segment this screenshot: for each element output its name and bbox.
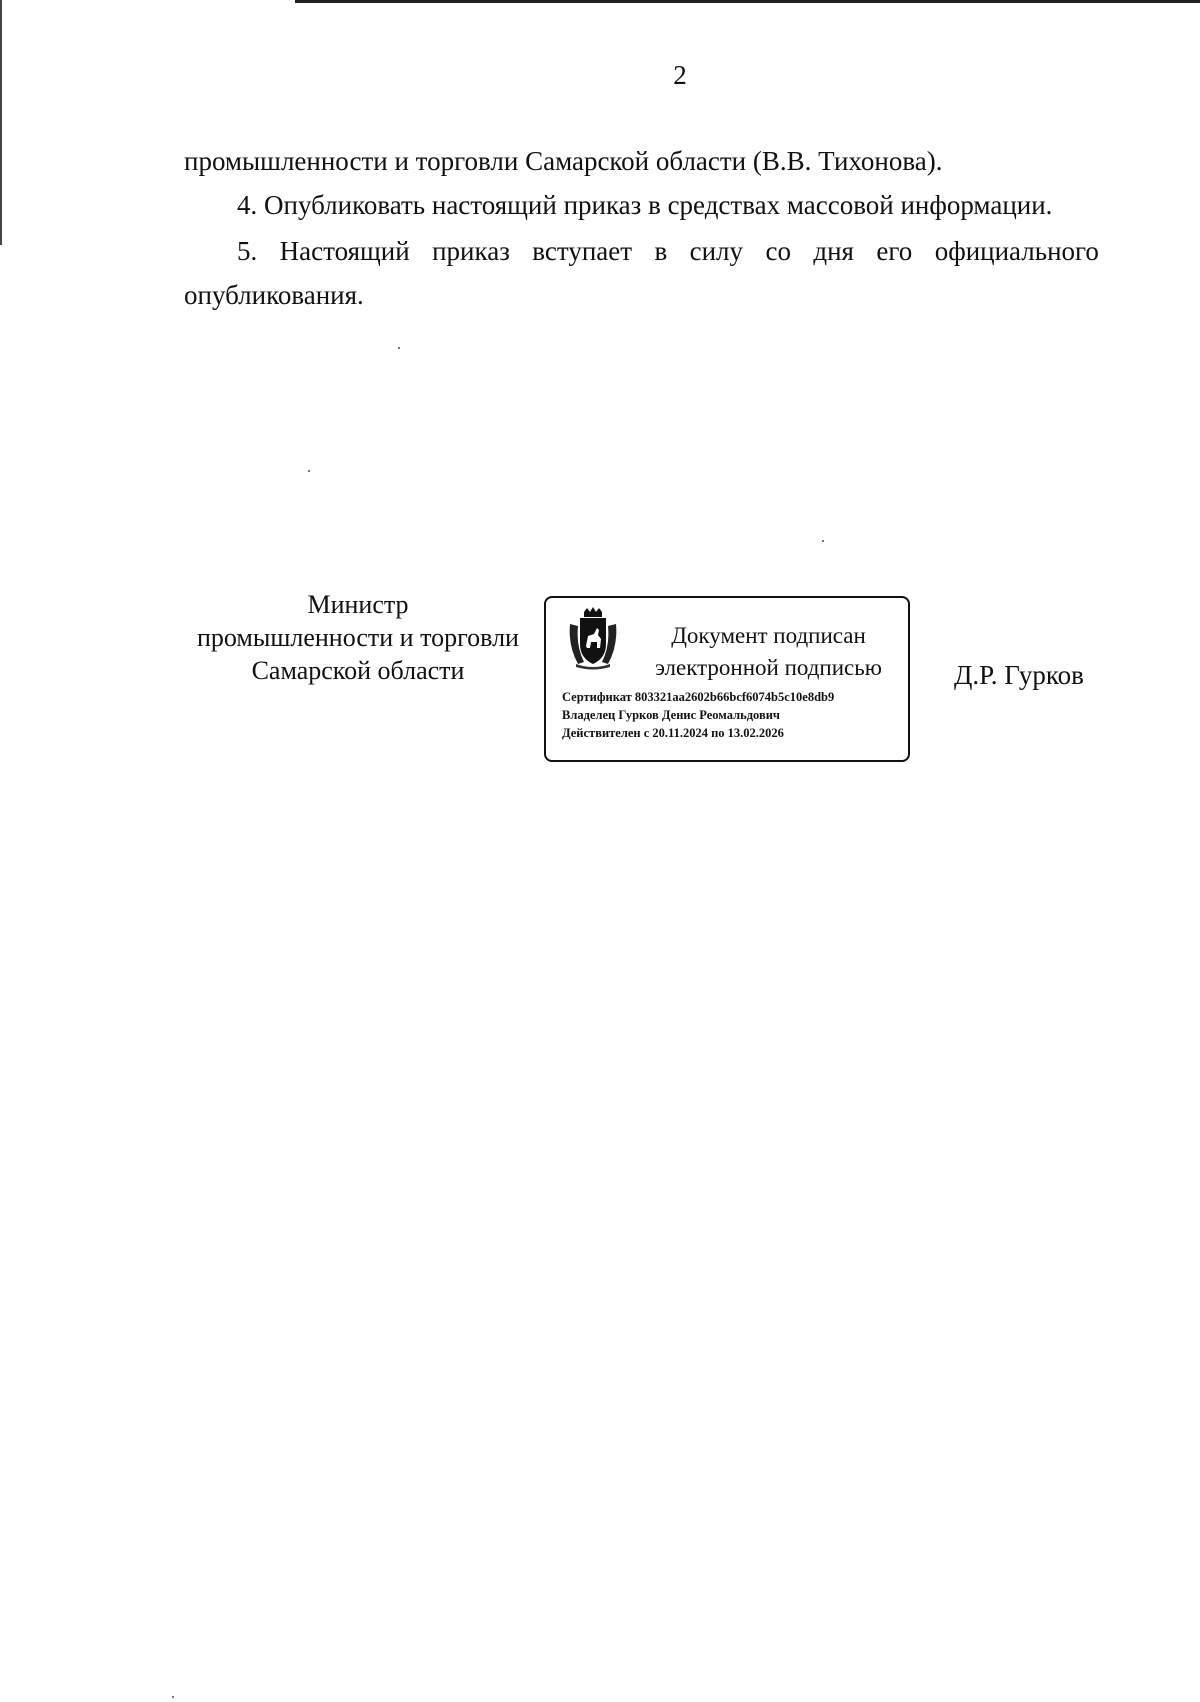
certificate-owner: Владелец Гурков Денис Реомальдович [562,708,780,722]
scan-edge-left [0,0,2,245]
word: в [654,236,668,266]
certificate-validity: Действителен с 20.11.2024 по 13.02.2026 [562,726,784,740]
body-line: опубликования. [184,280,364,310]
signer-name: Д.Р. Гурков [954,660,1084,690]
word: со [765,236,791,266]
body-paragraph-5 [237,236,1099,267]
word: 5. [237,236,258,266]
word: приказ [432,236,510,266]
certificate-number: Сертификат 803321aa2602b66bcf6074b5c10e8db9 [562,690,835,704]
word: его [876,236,913,266]
word: силу [689,236,744,266]
stamp-details [562,688,834,742]
stamp-heading-line: электронной подписью [655,655,882,680]
signatory-title-line: Министр [307,590,409,619]
stamp-heading-line: Документ подписан [671,623,866,648]
scan-speck [398,347,400,349]
signatory-title-line: промышленности и торговли [197,623,519,652]
signatory-title [178,588,538,687]
scan-speck [308,470,310,472]
signatory-title-line: Самарской области [251,656,465,685]
body-paragraph-4: 4. Опубликовать настоящий приказ в средствах массовой информации. [237,190,1053,220]
body-line: промышленности и торговли Самарской области (В.В. Тихонова). [184,146,943,176]
scan-speck [172,1696,174,1698]
stamp-heading [646,620,891,684]
word: официального [934,236,1099,266]
electronic-signature-stamp [544,596,910,762]
word: вступает [532,236,633,266]
word: дня [813,236,854,266]
scan-edge-top [295,0,1200,3]
coat-of-arms-icon [564,606,622,670]
page-number: 2 [673,60,687,90]
scan-speck [822,540,824,542]
word: Настоящий [279,236,410,266]
